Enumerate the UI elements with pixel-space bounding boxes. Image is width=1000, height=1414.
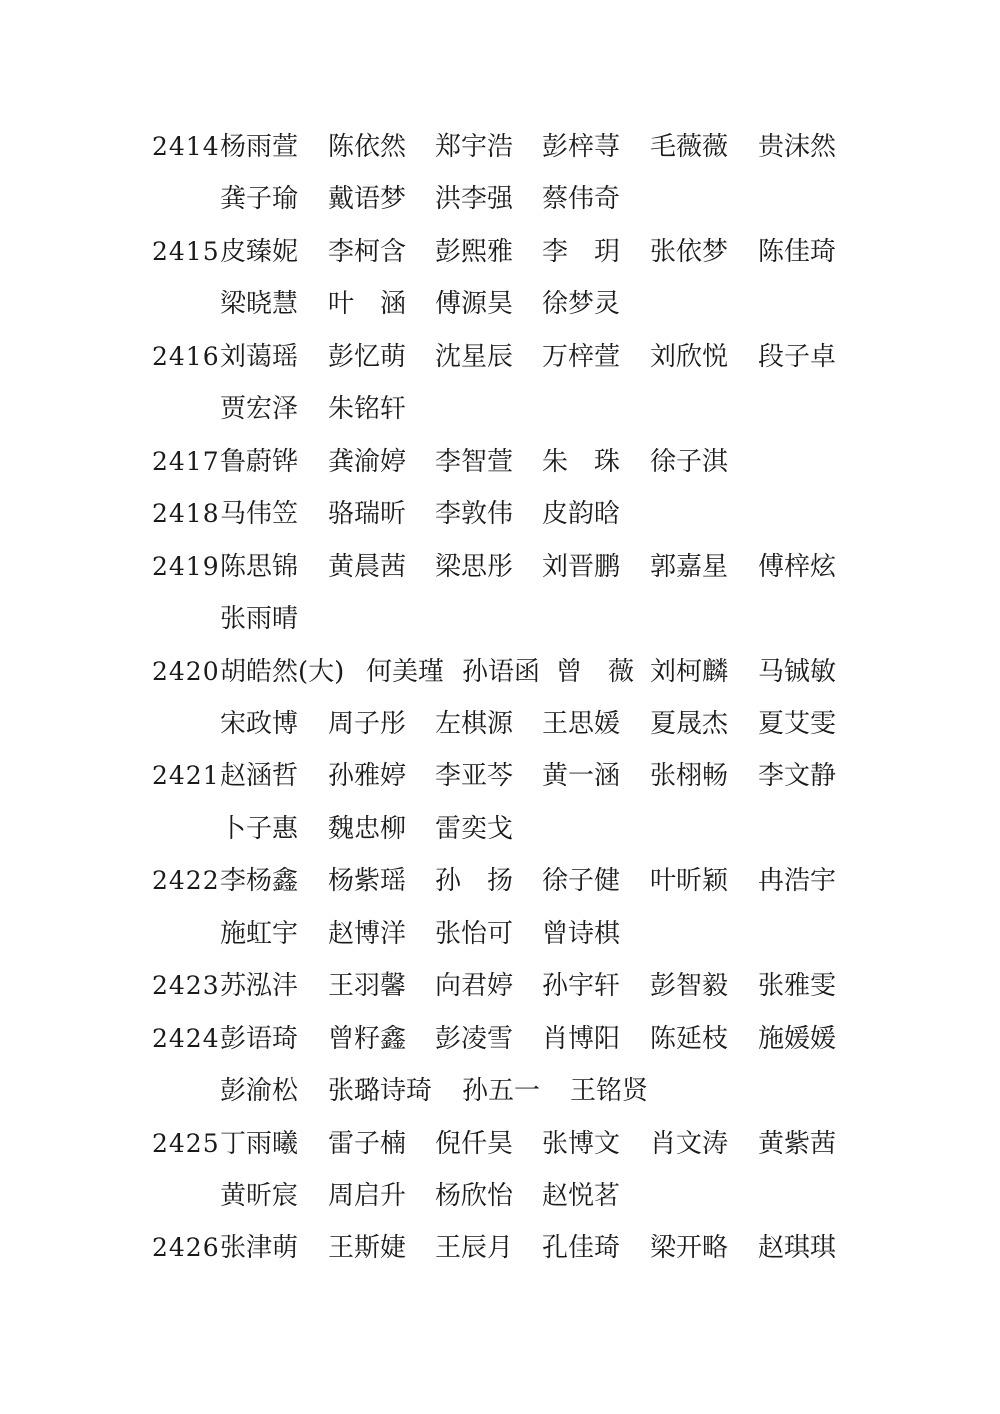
student-name: 施媛媛: [758, 1023, 837, 1054]
student-name: 王斯婕: [328, 1233, 407, 1264]
student-name: 傅源昊: [435, 289, 514, 320]
student-name: 张依梦: [650, 236, 729, 267]
student-name: 魏忠柳: [328, 813, 407, 844]
student-name: 梁开略: [650, 1233, 729, 1264]
student-name: 曾诗棋: [542, 918, 621, 949]
student-name: 傅梓炫: [758, 551, 837, 582]
student-name: 王辰月: [435, 1233, 514, 1264]
student-name: 王羽馨: [328, 971, 407, 1002]
class-number: 2426: [152, 1233, 220, 1263]
student-name: 鲁蔚铧: [220, 446, 299, 477]
student-name: 沈星辰: [435, 341, 514, 372]
student-name: 张栩畅: [650, 761, 729, 792]
student-name: 李亚芩: [435, 761, 514, 792]
student-name: 陈思锦: [220, 551, 299, 582]
student-name: 曾 薇: [556, 656, 635, 687]
student-name: 黄晨茜: [328, 551, 407, 582]
class-line: [0, 436, 1000, 488]
student-name: 皮臻妮: [220, 236, 299, 267]
student-name: 张璐诗琦: [328, 1076, 433, 1107]
student-name: 陈延枝: [650, 1023, 729, 1054]
class-line: [0, 960, 1000, 1012]
student-name: 彭熙雅: [435, 236, 514, 267]
student-name: 张博文: [542, 1128, 621, 1159]
student-name: 李柯含: [328, 236, 407, 267]
student-name: 戴语梦: [328, 184, 407, 215]
student-name: 刘晋鹏: [542, 551, 621, 582]
student-name: 杨雨萱: [220, 132, 299, 162]
student-name: 皮韵晗: [542, 499, 621, 530]
student-name: 徐子淇: [650, 446, 729, 477]
student-name: 马伟笠: [220, 499, 299, 530]
student-name: 孙雅婷: [328, 761, 407, 792]
student-name: 赵琪琪: [758, 1233, 837, 1264]
student-name: 卜子惠: [220, 813, 299, 844]
student-name: 赵涵哲: [220, 761, 299, 792]
class-line-continued: [0, 908, 1000, 960]
student-name: 丁雨曦: [220, 1128, 299, 1159]
class-line-continued: [0, 803, 1000, 855]
student-name: 郑宇浩: [435, 132, 514, 162]
student-name: 赵悦茗: [542, 1181, 621, 1211]
student-name: 叶 涵: [328, 289, 407, 320]
class-number: 2415: [152, 236, 220, 266]
student-name: 夏晟杰: [650, 708, 729, 739]
student-name: 黄紫茜: [758, 1128, 837, 1159]
student-name: 彭梓荨: [542, 132, 621, 162]
student-name: 陈佳琦: [758, 236, 837, 267]
student-name: 张雅雯: [758, 971, 837, 1002]
student-name: 孙宇轩: [542, 971, 621, 1002]
student-name: 孙语函: [462, 656, 541, 687]
student-name: 陈依然: [328, 132, 407, 162]
student-name: 洪李强: [435, 184, 514, 215]
student-name: 徐梦灵: [542, 289, 621, 320]
class-line: [0, 750, 1000, 802]
class-number: 2414: [152, 132, 220, 161]
student-name: 李杨鑫: [220, 866, 299, 897]
student-name: 冉浩宇: [758, 866, 837, 897]
class-number: 2419: [152, 551, 220, 581]
student-name: 张怡可: [435, 918, 514, 949]
student-name: 孔佳琦: [542, 1233, 621, 1264]
class-line-continued: [0, 173, 1000, 225]
class-line: [0, 1013, 1000, 1065]
student-name: 马铖敏: [758, 656, 837, 687]
student-name: 彭渝松: [220, 1076, 299, 1107]
student-name: 雷子楠: [328, 1128, 407, 1159]
class-number: 2417: [152, 446, 220, 476]
class-number: 2422: [152, 866, 220, 896]
student-name: 黄昕宸: [220, 1181, 299, 1211]
student-name: 彭凌雪: [435, 1023, 514, 1054]
student-name: 梁思彤: [435, 551, 514, 582]
student-name: 彭语琦: [220, 1023, 299, 1054]
student-name: 彭智毅: [650, 971, 729, 1002]
class-line: [0, 646, 1000, 698]
student-name: 朱 珠: [542, 446, 621, 477]
class-number: 2425: [152, 1128, 220, 1158]
student-name: 宋政博: [220, 708, 299, 739]
student-name: 周子彤: [328, 708, 407, 739]
class-line-continued: [0, 593, 1000, 645]
student-name: 李敦伟: [435, 499, 514, 530]
student-name: 郭嘉星: [650, 551, 729, 582]
student-name: 李 玥: [542, 236, 621, 267]
student-name: 李文静: [758, 761, 837, 792]
class-line-continued: [0, 698, 1000, 750]
student-name: 杨欣怡: [435, 1181, 514, 1211]
class-line: [0, 1118, 1000, 1170]
student-name: 张雨晴: [220, 604, 299, 635]
student-name: 蔡伟奇: [542, 184, 621, 215]
student-name: 夏艾雯: [758, 708, 837, 739]
student-name: 刘欣悦: [650, 341, 729, 372]
student-name: 周启升: [328, 1181, 407, 1211]
student-name: 孙 扬: [435, 866, 514, 897]
student-name: 贾宏泽: [220, 394, 299, 425]
student-name: 胡皓然(大): [220, 656, 345, 687]
student-name: 刘蔼瑶: [220, 341, 299, 372]
class-line: [0, 488, 1000, 540]
student-name: 彭忆萌: [328, 341, 407, 372]
student-name: 黄一涵: [542, 761, 621, 792]
student-name: 徐子健: [542, 866, 621, 897]
student-name: 王铭贤: [570, 1076, 649, 1107]
student-name: 李智萱: [435, 446, 514, 477]
student-name: 孙五一: [462, 1076, 541, 1107]
student-name: 段子卓: [758, 341, 837, 372]
student-name: 施虹宇: [220, 918, 299, 949]
student-name: 王思媛: [542, 708, 621, 739]
class-number: 2421: [152, 761, 220, 791]
student-name: 杨紫瑶: [328, 866, 407, 897]
student-name: 龚渝婷: [328, 446, 407, 477]
student-name: 何美瑾: [366, 656, 445, 687]
student-name: 贵沫然: [758, 132, 837, 162]
class-number: 2418: [152, 499, 220, 529]
student-name: 刘柯麟: [650, 656, 729, 687]
student-name: 曾籽鑫: [328, 1023, 407, 1054]
class-number: 2420: [152, 656, 220, 686]
student-name: 苏泓沣: [220, 971, 299, 1002]
student-name: 向君婷: [435, 971, 514, 1002]
class-number: 2424: [152, 1023, 220, 1053]
class-line-continued: [0, 1170, 1000, 1222]
student-name: 梁晓慧: [220, 289, 299, 320]
student-name: 朱铭轩: [328, 394, 407, 425]
student-name: 龚子瑜: [220, 184, 299, 215]
class-line: [0, 1222, 1000, 1274]
class-line: [0, 855, 1000, 907]
class-line: [0, 541, 1000, 593]
class-line: [0, 331, 1000, 383]
class-number: 2423: [152, 971, 220, 1001]
student-name: 赵博洋: [328, 918, 407, 949]
student-name: 骆瑞昕: [328, 499, 407, 530]
student-name: 雷奕戈: [435, 813, 514, 844]
student-name: 张津萌: [220, 1233, 299, 1264]
student-name: 左棋源: [435, 708, 514, 739]
student-name: 毛薇薇: [650, 132, 729, 162]
student-name: 倪仟昊: [435, 1128, 514, 1159]
student-name: 肖文涛: [650, 1128, 729, 1159]
class-line-continued: [0, 278, 1000, 330]
class-number: 2416: [152, 341, 220, 371]
class-line: [0, 121, 1000, 173]
class-line-continued: [0, 1065, 1000, 1117]
class-line: [0, 226, 1000, 278]
student-name: 肖博阳: [542, 1023, 621, 1054]
student-name: 叶昕颖: [650, 866, 729, 897]
class-line-continued: [0, 383, 1000, 435]
student-name: 万梓萱: [542, 341, 621, 372]
